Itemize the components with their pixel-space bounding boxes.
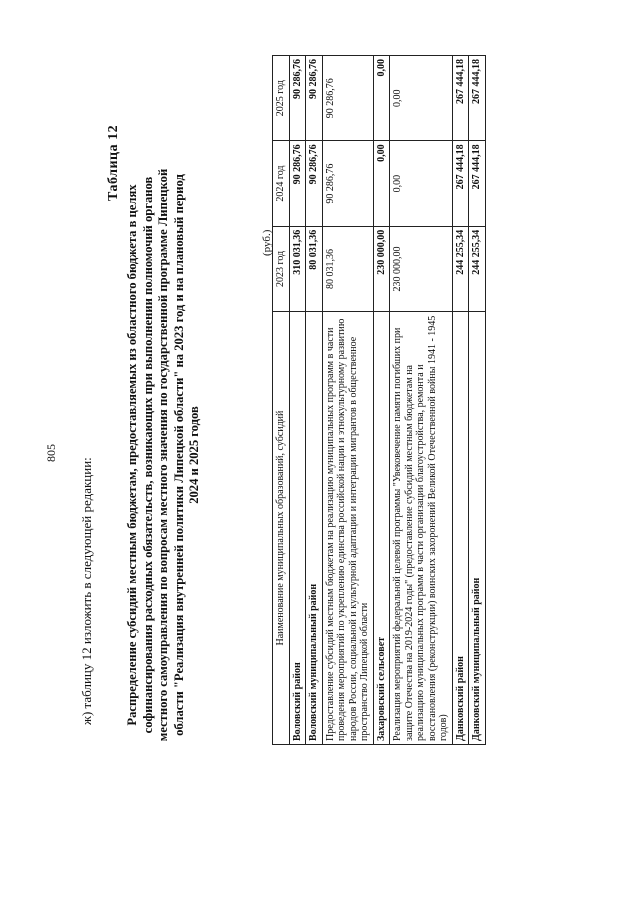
row-2025: 90 286,76 xyxy=(289,56,306,141)
row-2025: 267 444,18 xyxy=(469,56,486,141)
row-name: Воловский муниципальный район xyxy=(306,312,323,745)
table-title: Распределение субсидий местным бюджетам, предоставляемых из областного бюджета в целях софинансирования расходных обязательств, возникающих при выполнении полномочий органов местного самоуправления по вопросам местного значения по государственной программе Липецкой области "Реализация внутренней политики Липецкой области" на 2023 год и на плановый период 2024 и 2025 годов xyxy=(125,168,201,742)
row-2024: 267 444,18 xyxy=(469,141,486,226)
row-2025: 90 286,76 xyxy=(322,56,373,141)
row-2025: 0,00 xyxy=(373,56,390,141)
row-2023: 80 031,36 xyxy=(322,226,373,311)
row-name: Воловский район xyxy=(289,312,306,745)
table-row xyxy=(469,56,486,745)
table-row xyxy=(452,56,469,745)
table-row xyxy=(306,56,323,745)
row-2024: 0,00 xyxy=(373,141,390,226)
row-2024: 90 286,76 xyxy=(306,141,323,226)
table-row xyxy=(322,56,373,745)
header-2024: 2024 год xyxy=(273,141,290,226)
row-2024: 0,00 xyxy=(390,141,453,226)
row-2023: 230 000,00 xyxy=(373,226,390,311)
row-2024: 90 286,76 xyxy=(322,141,373,226)
row-2025: 267 444,18 xyxy=(452,56,469,141)
unit-label: (руб.) xyxy=(261,229,273,256)
row-name: Предоставление субсидий местным бюджетам на реализацию муниципальных программ в части проведения мероприятий по укреплению единства российской нации и этнокультурному развитию народов России, социальной и культурной адаптации и интеграции мигрантов в общественное пространство Липецкой области xyxy=(322,312,373,745)
row-2024: 90 286,76 xyxy=(289,141,306,226)
row-2023: 310 031,36 xyxy=(289,226,306,311)
row-2023: 80 031,36 xyxy=(306,226,323,311)
intro-text: ж) таблицу 12 изложить в следующей редакции: xyxy=(79,457,94,725)
table-number: Таблица 12 xyxy=(106,124,121,201)
page-number: 805 xyxy=(44,444,58,462)
table-header-row xyxy=(273,56,290,745)
row-2025: 90 286,76 xyxy=(306,56,323,141)
row-2023: 244 255,34 xyxy=(452,226,469,311)
header-name: Наименование муниципальных образований, субсидий xyxy=(273,312,290,745)
header-2023: 2023 год xyxy=(273,226,290,311)
row-2025: 0,00 xyxy=(390,56,453,141)
subsidy-table xyxy=(272,55,486,745)
row-name: Данковский муниципальный район xyxy=(469,312,486,745)
row-2024: 267 444,18 xyxy=(452,141,469,226)
header-2025: 2025 год xyxy=(273,56,290,141)
table-row xyxy=(390,56,453,745)
row-name: Данковский район xyxy=(452,312,469,745)
table-row xyxy=(289,56,306,745)
row-2023: 230 000,00 xyxy=(390,226,453,311)
row-name: Реализация мероприятий федеральной целевой программы "Увековечение памяти погибших при защите Отечества на 2019-2024 годы" (предоставление субсидий местным бюджетам на реализацию муниципальных программ в части организации благоустройства, ремонта и восстановления (реконструкции) воинских захоронений Великой Отечественной войны 1941 - 1945 годов) xyxy=(390,312,453,745)
row-2023: 244 255,34 xyxy=(469,226,486,311)
table-row xyxy=(373,56,390,745)
row-name: Захаровский сельсовет xyxy=(373,312,390,745)
